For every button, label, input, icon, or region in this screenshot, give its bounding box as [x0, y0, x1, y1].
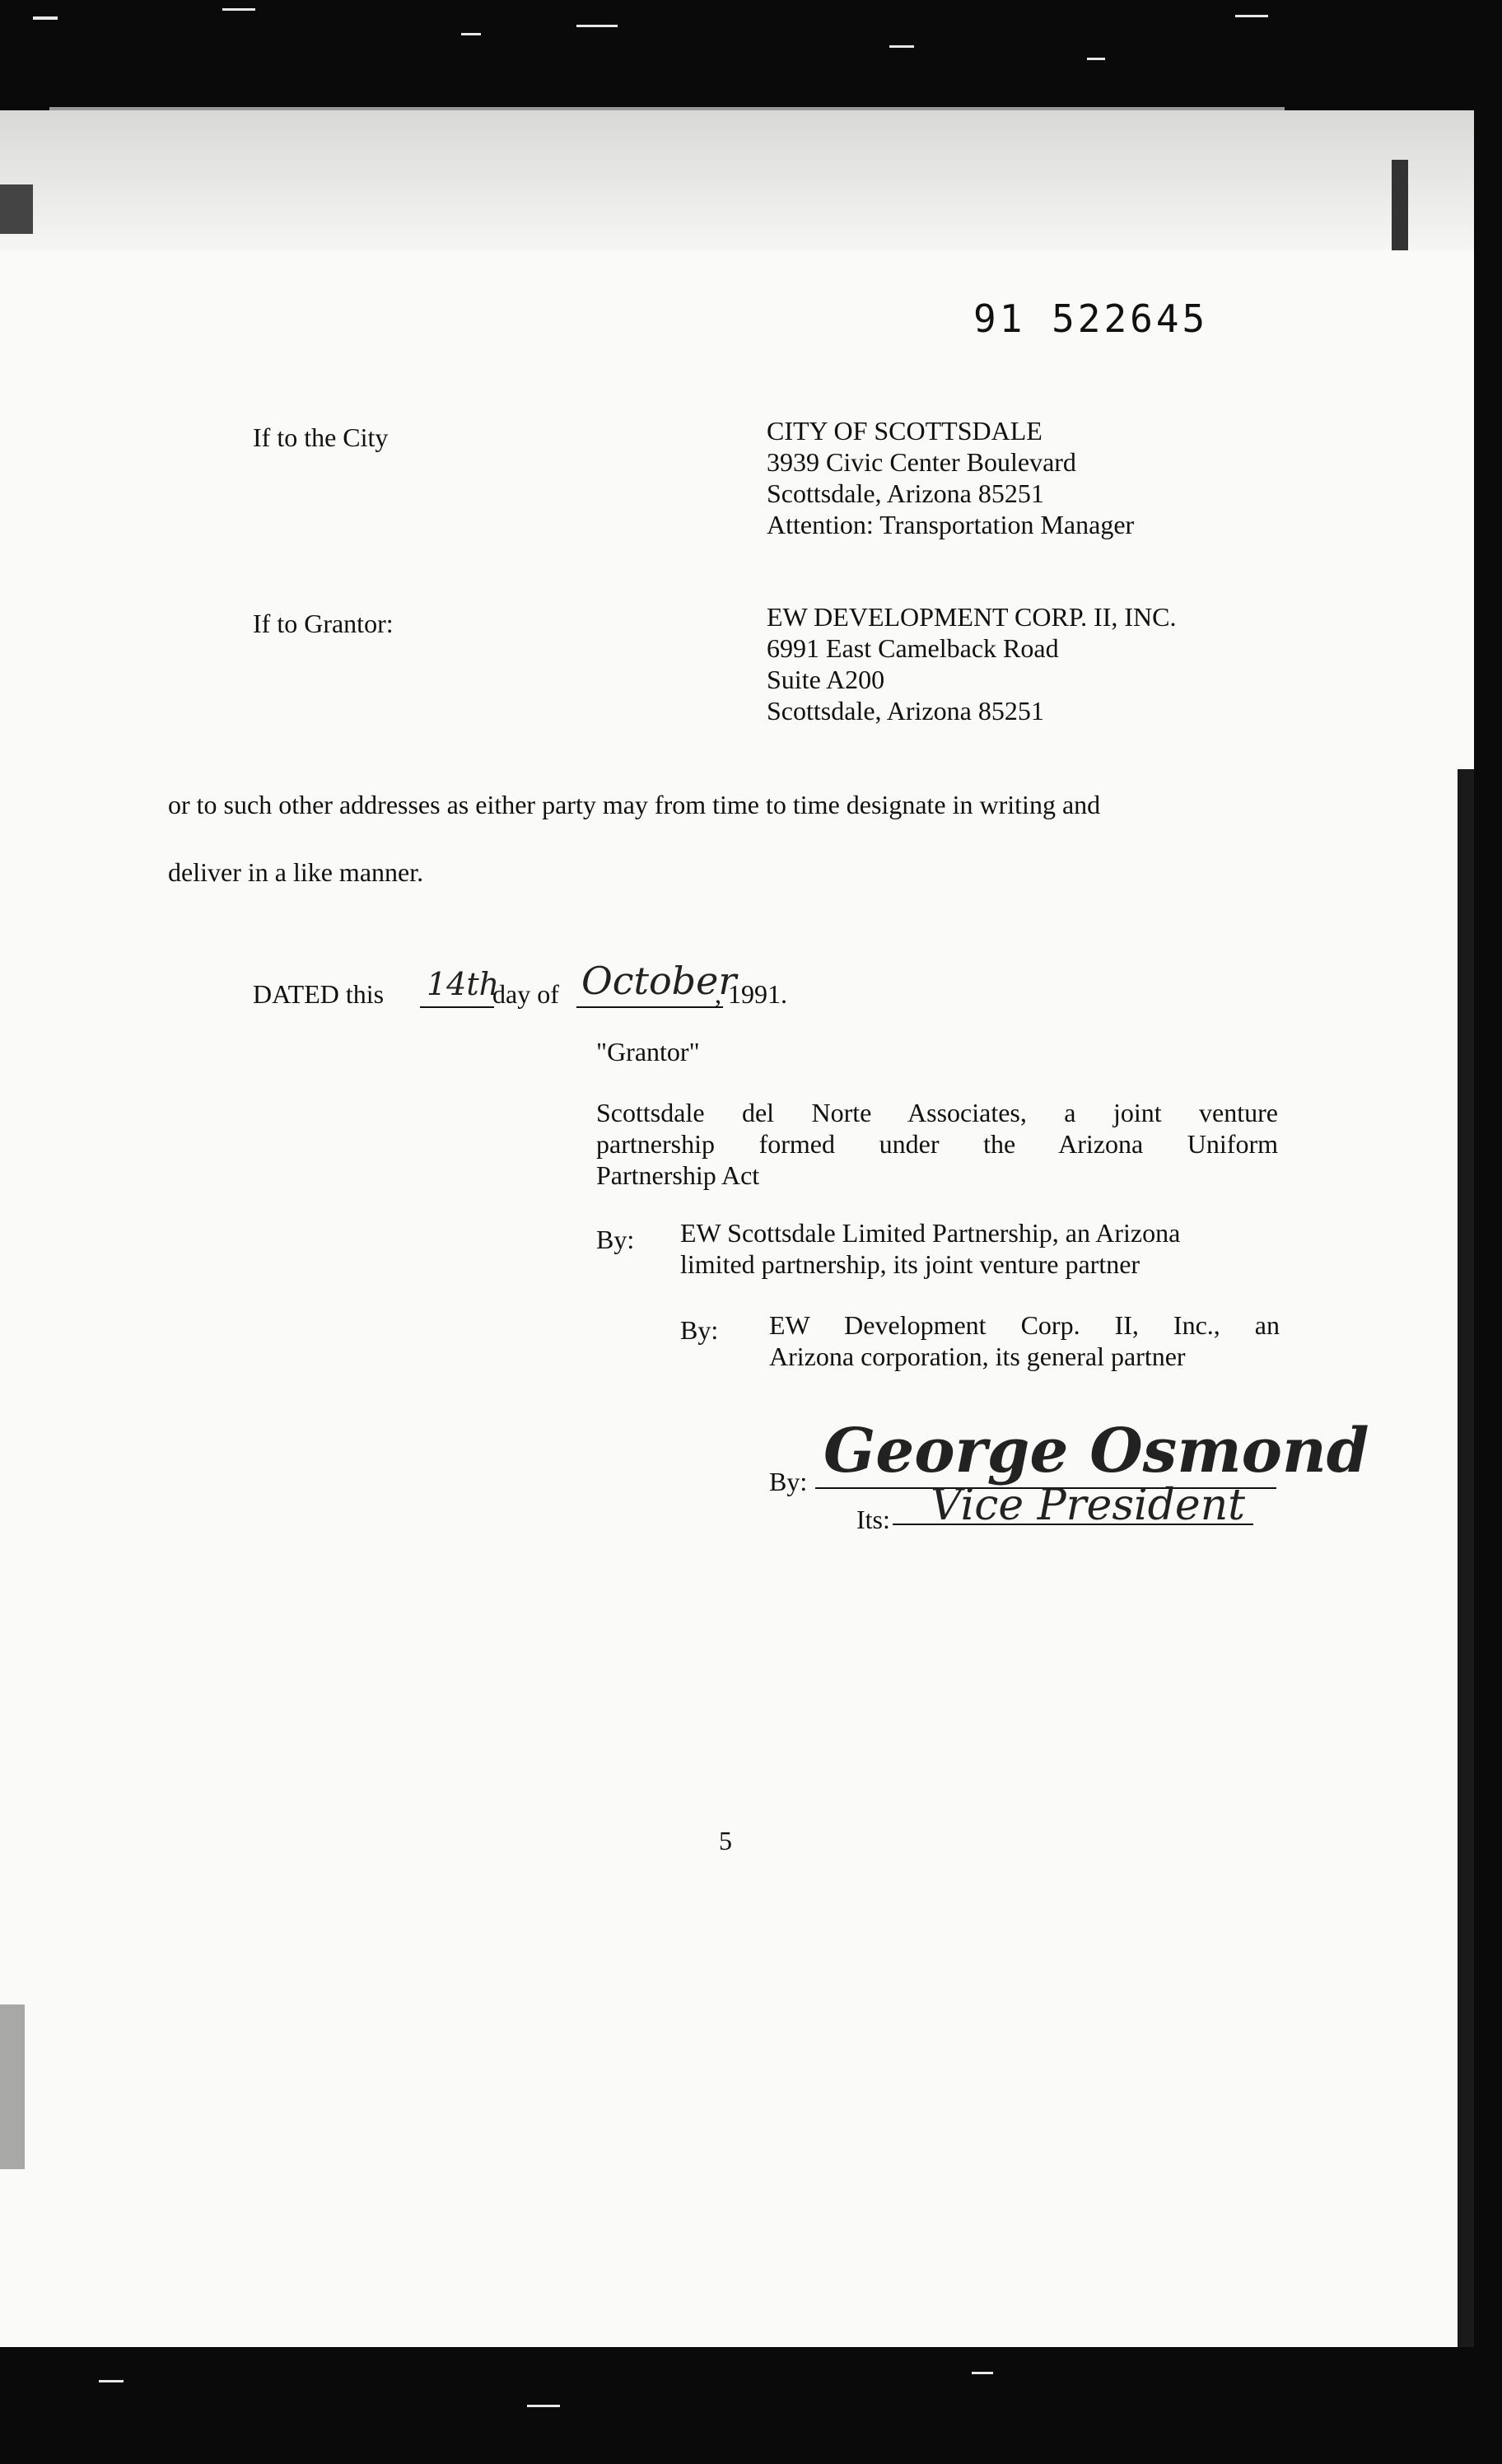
by-label: By:: [680, 1315, 719, 1345]
document-number: 91 522645: [973, 296, 1209, 341]
by-label: By:: [596, 1225, 635, 1254]
grantor-address-line: 6991 East Camelback Road: [767, 633, 1059, 663]
grantor-address-line: Suite A200: [767, 665, 885, 694]
dated-prefix: DATED this: [253, 979, 385, 1009]
dated-day-handwritten: 14th: [427, 966, 500, 1002]
closing-paragraph-line: deliver in a like manner.: [168, 857, 424, 887]
scan-border-bottom: [0, 2347, 1502, 2464]
signature-by-label: By:: [769, 1467, 808, 1496]
by-entity-line: EW Scottsdale Limited Partnership, an Arizona: [680, 1218, 1181, 1248]
city-address-line: Scottsdale, Arizona 85251: [767, 478, 1044, 508]
city-address-line: CITY OF SCOTTSDALE: [767, 416, 1043, 446]
grantor-entity-line: Partnership Act: [596, 1160, 760, 1190]
scan-border-top: [0, 0, 1502, 124]
closing-paragraph-line: or to such other addresses as either party may from time to time designate in writing and: [168, 790, 1101, 819]
dated-year: , 1991.: [715, 979, 787, 1009]
signature-its-label: Its:: [856, 1505, 890, 1534]
grantor-entity-line: Scottsdale del Norte Associates, a joint venture: [596, 1098, 1278, 1127]
grantor-address-line: Scottsdale, Arizona 85251: [767, 696, 1044, 726]
city-address-line: Attention: Transportation Manager: [767, 510, 1135, 539]
signature-handwritten: George Osmond: [823, 1416, 1369, 1486]
dated-month-handwritten: October: [581, 959, 737, 1003]
grantor-entity-line: partnership formed under the Arizona Uniform: [596, 1129, 1278, 1159]
city-address-line: 3939 Civic Center Boulevard: [767, 447, 1076, 477]
by-entity-line: Arizona corporation, its general partner: [769, 1342, 1186, 1371]
city-label: If to the City: [253, 422, 389, 452]
dated-mid: day of: [492, 979, 559, 1009]
grantor-label: If to Grantor:: [253, 609, 394, 638]
grantor-address-line: EW DEVELOPMENT CORP. II, INC.: [767, 602, 1177, 632]
by-entity-line: limited partnership, its joint venture partner: [680, 1249, 1140, 1279]
dated-month-underline: [576, 1006, 723, 1008]
scan-border-right: [1471, 0, 1502, 2464]
grantor-heading: "Grantor": [596, 1037, 700, 1066]
by-entity-line: EW Development Corp. II, Inc., an: [769, 1310, 1280, 1340]
dated-day-underline: [420, 1006, 494, 1008]
page-number: 5: [719, 1826, 732, 1855]
signer-title-handwritten: Vice President: [931, 1481, 1246, 1530]
